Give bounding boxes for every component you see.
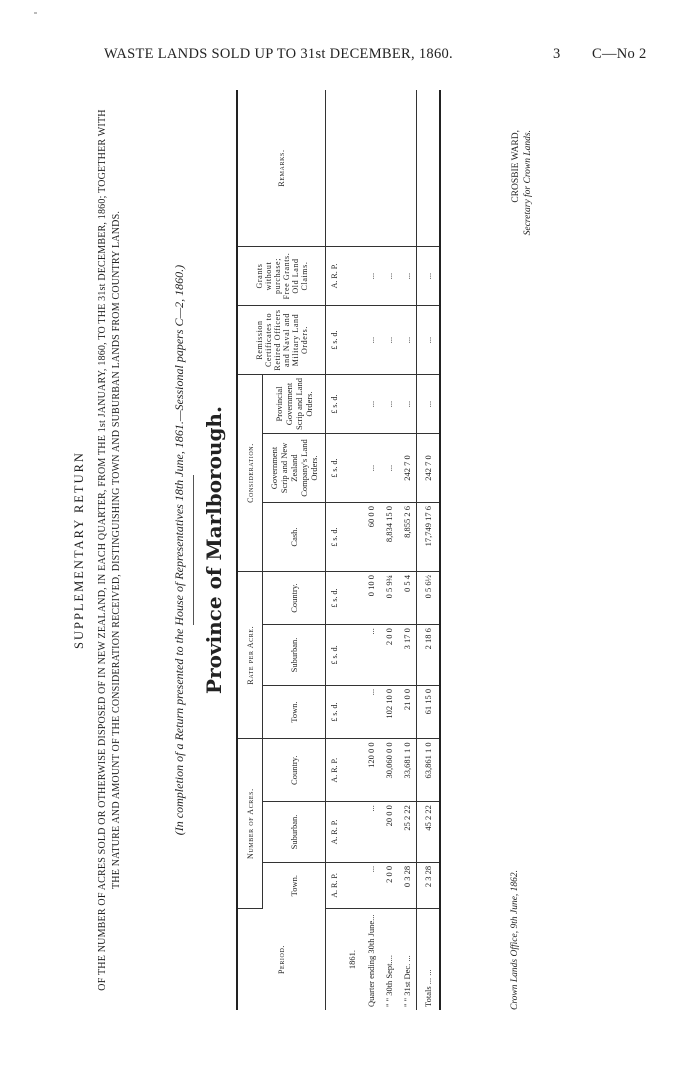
running-title: WASTE LANDS SOLD UP TO 31st DECEMBER, 1860.	[104, 46, 453, 62]
return-table	[236, 90, 441, 1010]
year-label: 1861.	[347, 949, 357, 970]
cell-suburban-acres: ...	[362, 802, 380, 863]
unit: A. R. P.	[326, 247, 343, 306]
cell-town-acres: 2 3 28	[417, 862, 441, 908]
header-period: Period.	[237, 909, 326, 1011]
completion-note: (In completion of a Return presented to the House of Representatives 18th June, 1861.—Sessional papers C—2, 1860.)	[172, 264, 186, 836]
cell-country-rate: 0 10 0	[362, 572, 380, 625]
cell-prov-scrip: ...	[380, 375, 398, 434]
cell-grants: ...	[362, 247, 380, 306]
page-number: 3	[553, 46, 561, 62]
header-remarks: Remarks.	[237, 90, 326, 247]
unit: A. R. P.	[326, 739, 343, 802]
cell-cash: 60 0 0	[362, 503, 380, 572]
unit: £ s. d.	[326, 306, 343, 375]
cell-cash: 17,749 17 6	[417, 503, 441, 572]
cell-town-rate: 21 0 0	[398, 685, 417, 739]
units-row	[326, 90, 343, 1010]
cell-grants: ...	[398, 247, 417, 306]
header-provincial-scrip: Provincial Government Scrip and Land Orders.	[263, 375, 326, 434]
cell-town-acres: 2 0 0	[380, 862, 398, 908]
table-row	[380, 90, 398, 1010]
cell-suburban-rate: 2 18 6	[417, 625, 441, 686]
table-row	[362, 90, 380, 1010]
header-cash: Cash.	[263, 503, 326, 572]
header-consideration: Consideration.	[237, 375, 263, 572]
unit: £ s. d.	[326, 375, 343, 434]
province-title: Province of Marlborough.	[202, 406, 226, 694]
cell-country-acres: 63,861 1 0	[417, 739, 441, 802]
unit: £ s. d.	[326, 434, 343, 503]
signature-block	[510, 130, 534, 235]
divider	[193, 475, 194, 625]
cell-gov-scrip: ...	[380, 434, 398, 503]
cell-grants: ...	[417, 247, 441, 306]
cell-country-rate: 0 5 4	[398, 572, 417, 625]
rotated-return-content	[70, 90, 550, 1010]
cell-remission: ...	[380, 306, 398, 375]
cell-town-rate: 61 15 0	[417, 685, 441, 739]
signatory-name: CROSBIE WARD,	[511, 130, 521, 203]
unit: A. R. P.	[326, 862, 343, 908]
cell-suburban-rate: 2 0 0	[380, 625, 398, 686]
header-grants: Grants without purchase; Free Grants. Old Land Claims.	[237, 247, 326, 306]
cell-period: Quarter ending 30th June...	[366, 914, 376, 1007]
header-acres-town: Town.	[289, 875, 299, 897]
header-rate-per-acre: Rate per Acre.	[237, 572, 263, 739]
cell-period: " " 31st Dec. ...	[402, 955, 412, 1007]
office-date: Crown Lands Office, 9th June, 1862.	[510, 869, 520, 1010]
cell-suburban-rate: 3 17 0	[398, 625, 417, 686]
cell-prov-scrip: ...	[417, 375, 441, 434]
header-rate-town: Town.	[263, 685, 326, 739]
cell-remarks	[398, 90, 417, 247]
header-acres-suburban: Suburban.	[263, 802, 326, 863]
totals-row	[417, 90, 441, 1010]
header-rate-country: Country.	[263, 572, 326, 625]
signatory-role: Secretary for Crown Lands.	[523, 130, 533, 236]
cell-remarks	[417, 90, 441, 247]
table-row	[398, 90, 417, 1010]
header-acres-country: Country.	[263, 739, 326, 802]
cell-town-rate: ...	[362, 685, 380, 739]
cell-gov-scrip: 242 7 0	[398, 434, 417, 503]
paper-reference: C—No 2	[592, 46, 647, 62]
header-government-scrip: Government Scrip and New Zealand Company's Land Orders.	[263, 434, 326, 503]
cell-suburban-acres: 20 0 0	[380, 802, 398, 863]
supplementary-heading: SUPPLEMENTARY RETURN	[72, 451, 86, 649]
cell-totals-label: Totals ... ...	[417, 909, 441, 1011]
unit: £ s. d.	[326, 685, 343, 739]
cell-remarks	[380, 90, 398, 247]
page-header	[0, 46, 700, 70]
cell-remission: ...	[398, 306, 417, 375]
cell-suburban-rate: ...	[362, 625, 380, 686]
cell-period: " " 30th Sept....	[384, 954, 394, 1007]
unit: £ s. d.	[326, 503, 343, 572]
unit: £ s. d.	[326, 572, 343, 625]
header-remission: Remission Certificates to Retired Officers and Naval and Military Land Orders.	[237, 306, 326, 375]
cell-town-acres: 0 3 28	[398, 862, 417, 908]
header-rate-suburban: Suburban.	[263, 625, 326, 686]
cell-town-rate: 102 10 0	[380, 685, 398, 739]
cell-country-rate: 0 5 9¾	[380, 572, 398, 625]
cell-suburban-acres: 45 2 22	[417, 802, 441, 863]
cell-country-acres: 120 0 0	[362, 739, 380, 802]
unit: A. R. P.	[326, 802, 343, 863]
unit: £ s. d.	[326, 625, 343, 686]
cell-gov-scrip: 242 7 0	[417, 434, 441, 503]
cell-grants: ...	[380, 247, 398, 306]
cell-remarks	[362, 90, 380, 247]
cell-prov-scrip: ...	[398, 375, 417, 434]
cell-gov-scrip: ...	[362, 434, 380, 503]
cell-remission: ...	[417, 306, 441, 375]
cell-cash: 8,834 15 0	[380, 503, 398, 572]
year-row	[342, 90, 362, 1010]
return-description: OF THE NUMBER OF ACRES SOLD OR OTHERWISE DISPOSED OF IN NEW ZEALAND, IN EACH QUARTER, FROM THE 1st JANUARY, 1860, TO THE 31st DECEMBER, 1860; TOGETHER WITH THE NATURE AND AMOUNT OF THE CONSIDERATION RECEIVED, DISTINGUISHING TOWN AND SUBURBAN LANDS FROM COUNTRY LANDS.	[97, 109, 122, 991]
header-number-of-acres: Number of Acres.	[237, 739, 263, 909]
cell-remission: ...	[362, 306, 380, 375]
cell-cash: 8,855 2 6	[398, 503, 417, 572]
cell-suburban-acres: 25 2 22	[398, 802, 417, 863]
cell-country-acres: 30,060 0 0	[380, 739, 398, 802]
cell-country-acres: 33,681 1 0	[398, 739, 417, 802]
cell-town-acres: ...	[362, 862, 380, 908]
cell-prov-scrip: ...	[362, 375, 380, 434]
cell-country-rate: 0 5 6½	[417, 572, 441, 625]
page-speck	[34, 12, 37, 14]
